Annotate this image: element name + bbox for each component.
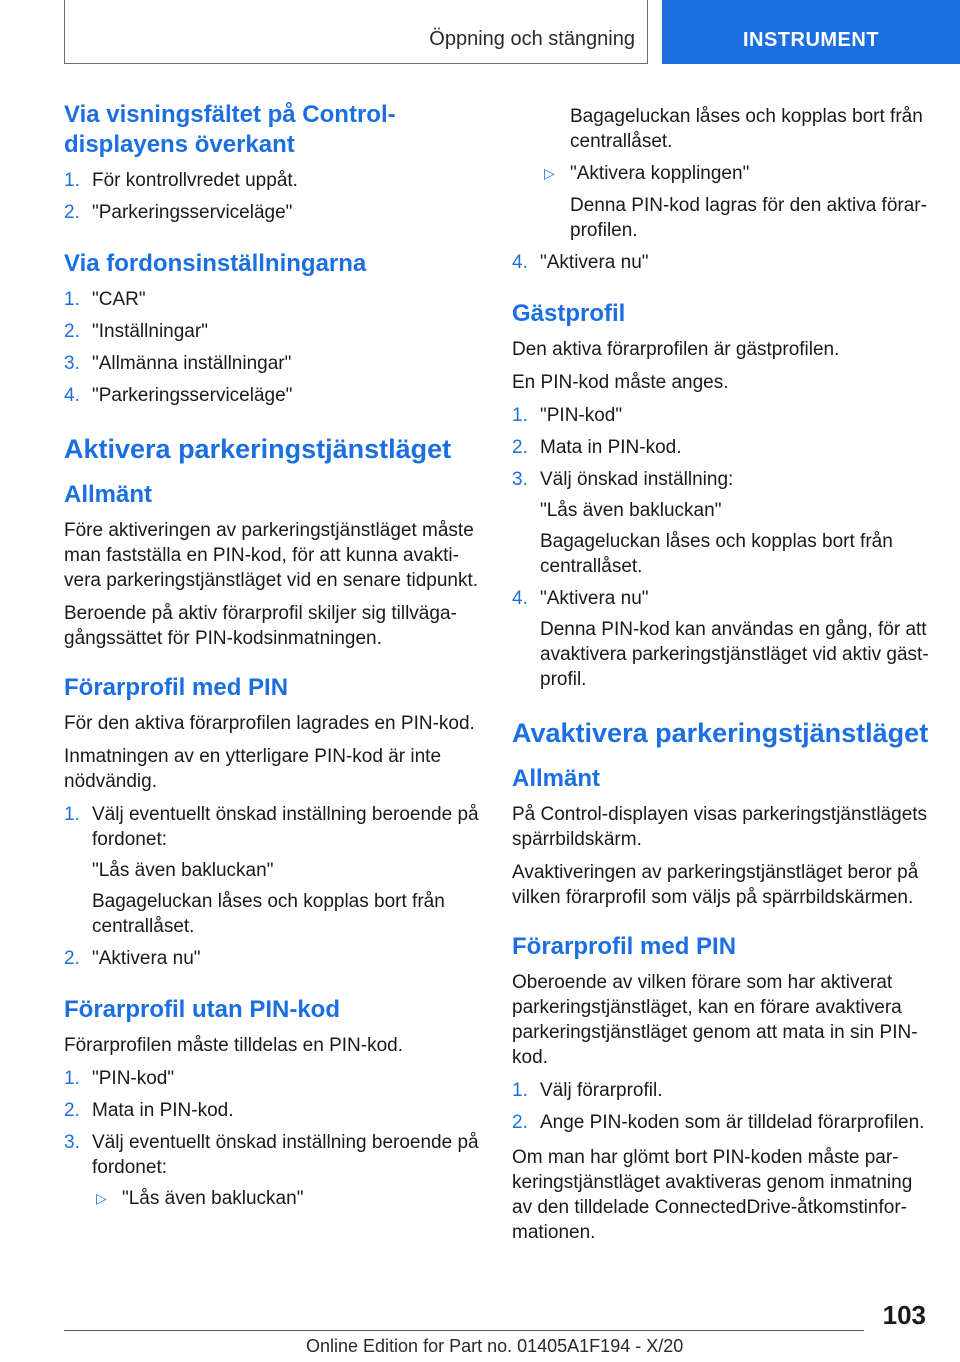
list-item: 2. "Parkeringsserviceläge" [64,202,293,223]
list-item: 1. Välj förarprofil. [512,1080,663,1101]
list-item: 2. "Aktivera nu" [64,948,201,969]
list-item: 4. "Parkeringsserviceläge" [64,385,293,406]
list-item: 1. För kontrollvredet uppåt. [64,170,298,191]
step-number: 1. [64,170,80,191]
deactivate-paragraph-1: På Control-displayen visas parkeringstjänstlägets spärrbildskärm. [512,804,928,850]
heading-general: Allmänt [64,481,153,508]
header-section-box [64,0,648,64]
option-label: "Lås även bakluckan" [92,860,274,881]
deactivate-steps [512,1078,932,1135]
nopin-paragraph: Förarprofilen måste tilldelas en PIN-kod. [64,1035,403,1056]
pin-paragraph-1: För den aktiva förarprofilen lagrades en PIN-kod. [64,713,475,734]
list-item: 3. Välj önskad inställning: "Lås även bakluckan" Bagageluckan låses och kopplas bort från centrallåset. [512,467,932,579]
list-item: 1. Välj eventuellt önskad inställning beroende på fordonet: "Lås även bakluckan" Bagageluckan låses och kopplas bort från centrallåset. [64,802,484,939]
option-description: Denna PIN-kod kan användas en gång, för att avaktivera parkeringstjänstläget vid aktiv gästprofil. [540,619,929,690]
bullet-item: ▷ "Lås även bakluckan" [96,1188,304,1209]
right-column [512,104,932,1253]
nopin-steps [64,1066,484,1211]
deactivate-pin-paragraph: Oberoende av vilken förare som har aktiverat parkeringstjänstläget, kan en förare avaktivera parkeringstjänstläget genom att mata in sin PIN-kod. [512,972,918,1068]
option-description: Bagageluckan låses och kopplas bort från centrallåset. [92,891,445,937]
list-item: 2. Ange PIN-koden som är tilldelad förarprofilen. [512,1112,925,1133]
footer-text: Online Edition for Part no. 01405A1F194 - X/20 [306,1336,684,1356]
heading-driver-profile-pin: Förarprofil med PIN [512,933,737,960]
list-item: 3. Välj eventuellt önskad inställning beroende på fordonet: ▷ "Lås även bakluckan" [64,1130,484,1211]
continued-steps [512,250,932,275]
heading-driver-profile-no-pin: Förarprofil utan PIN-kod [64,996,340,1023]
heading-display-route: Via visningsfältet på Control-displayens överkant [64,101,396,158]
heading-general: Allmänt [512,765,601,792]
step-number: 2. [64,202,80,223]
list-item: 4. "Aktivera nu" Denna PIN-kod kan användas en gång, för att avaktivera parkeringstjänstläget vid aktiv gästprofil. [512,586,932,692]
left-column [64,100,484,1221]
footer-divider [64,1330,864,1331]
general-paragraph-2: Beroende på aktiv förarprofil skiljer sig tillvägagångssättet för PIN-kodsinmatningen. [64,603,457,649]
bullet-item: ▷ "Aktivera kopplingen" [544,163,750,184]
heading-vehicle-settings: Via fordonsinställningarna [64,250,367,277]
guest-steps [512,403,932,692]
heading-guest-profile: Gästprofil [512,300,626,327]
list-item: 1. "CAR" [64,289,146,310]
header-section-title: Öppning och stängning [429,28,635,50]
list-item: 3. "Allmänna inställningar" [64,353,292,374]
triangle-bullet-icon: ▷ [96,1190,107,1206]
vehicle-steps [64,287,484,408]
option-description: Denna PIN-kod lagras för den aktiva förarprofilen. [570,195,927,241]
heading-activate: Aktivera parkeringstjänstläget [64,434,452,464]
option-description: Bagageluckan låses och kopplas bort från centrallåset. [570,106,923,152]
list-item: 1. "PIN-kod" [512,405,623,426]
guest-paragraph-2: En PIN-kod måste anges. [512,372,729,393]
page-number: 103 [882,1300,926,1330]
list-item: 4. "Aktivera nu" [512,252,649,273]
list-item: 2. Mata in PIN-kod. [512,437,682,458]
guest-paragraph-1: Den aktiva förarprofilen är gästprofilen. [512,339,840,360]
list-item: 1. "PIN-kod" [64,1068,175,1089]
heading-deactivate: Avaktivera parkeringstjänstläget [512,718,929,748]
general-paragraph-1: Före aktiveringen av parkeringstjänstläget måste man fastställa en PIN-kod, för att kunna avaktivera parkeringstjänstläget vid en senare tidpunkt. [64,520,479,591]
display-steps [64,168,484,225]
list-item: 2. Mata in PIN-kod. [64,1100,234,1121]
list-item: 2. "Inställningar" [64,321,208,342]
option-description: Bagageluckan låses och kopplas bort från centrallåset. [540,531,893,577]
option-label: "Lås även bakluckan" [540,500,722,521]
pin-paragraph-2: Inmatningen av en ytterligare PIN-kod är inte nödvändig. [64,746,442,792]
heading-driver-profile-pin: Förarprofil med PIN [64,674,289,701]
deactivate-paragraph-2: Avaktiveringen av parkeringstjänstläget beror på vilken förarprofil som väljs på spärrbildskärmen. [512,862,919,908]
forgot-pin-paragraph: Om man har glömt bort PIN-koden måste parkeringstjänstläget avaktiveras genom inmatning av den tilldelade ConnectedDrive-åtkomstinformationen. [512,1147,913,1243]
header-chapter-tab[interactable]: INSTRUMENT [662,0,960,64]
pin-steps [64,802,484,971]
triangle-bullet-icon: ▷ [544,165,555,181]
